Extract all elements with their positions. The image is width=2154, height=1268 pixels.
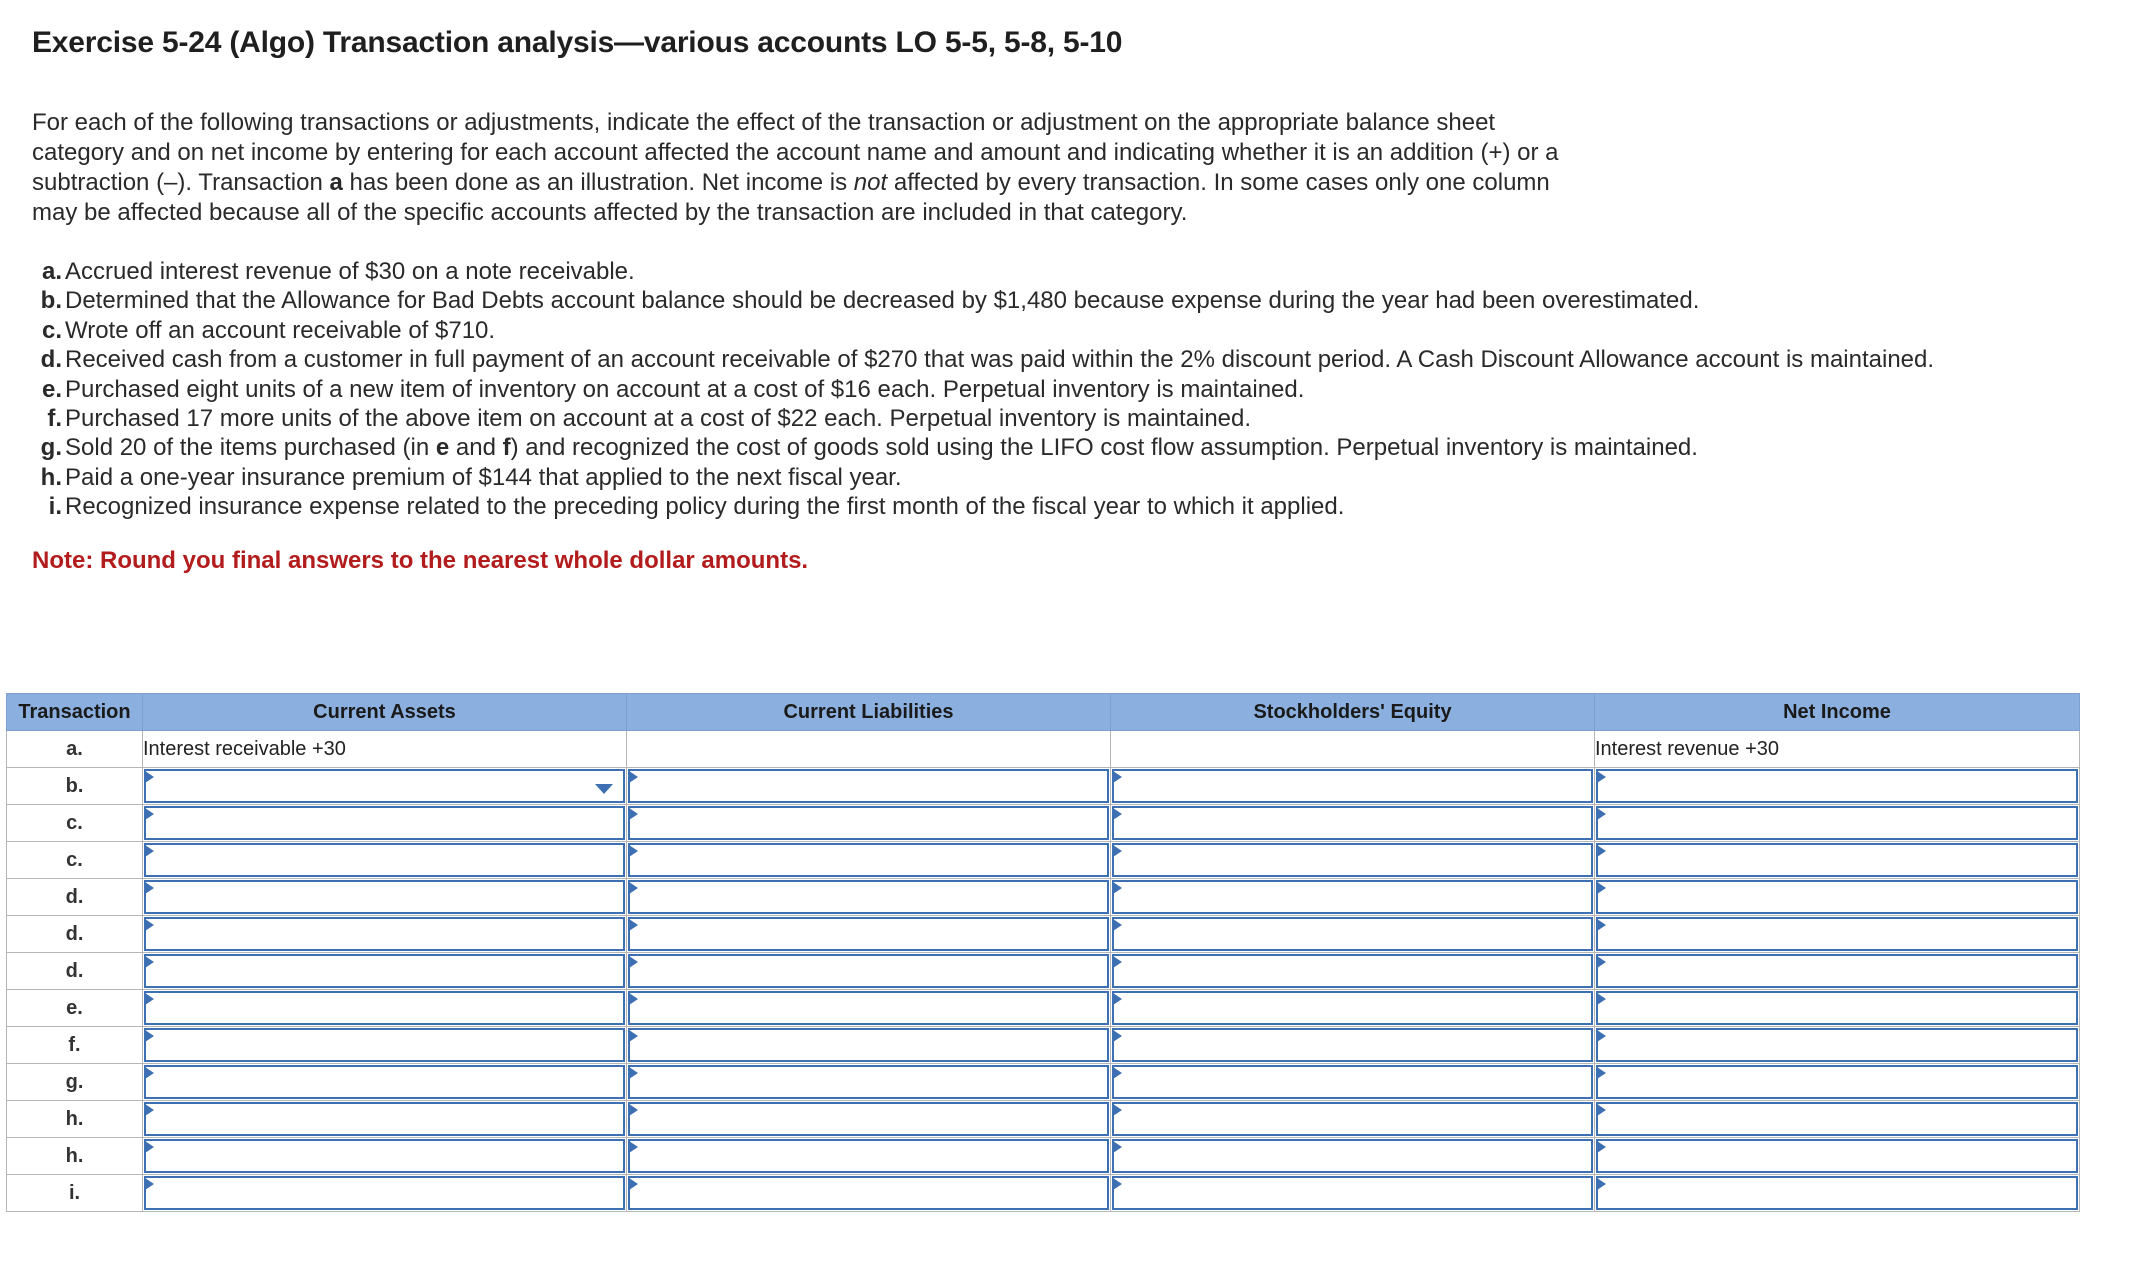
instructions-text-2: has been done as an illustration. Net income is	[342, 169, 854, 196]
transaction-label: a.	[7, 731, 143, 768]
stockholders-equity-cell	[1111, 879, 1595, 916]
stockholders-equity-cell	[1111, 1101, 1595, 1138]
current-liabilities-dropdown[interactable]	[628, 806, 1109, 840]
field-marker-icon	[1113, 1067, 1122, 1079]
table-row	[7, 1027, 2080, 1064]
net-income-dropdown[interactable]	[1596, 806, 2078, 840]
page-title: Exercise 5-24 (Algo) Transaction analysis—various accounts LO 5-5, 5-8, 5-10	[32, 26, 1123, 59]
table-row	[7, 1175, 2080, 1212]
stockholders-equity-cell	[1111, 805, 1595, 842]
field-marker-icon	[629, 845, 638, 857]
field-marker-icon	[1597, 845, 1606, 857]
table-row	[7, 842, 2080, 879]
example-stockholders-equity	[1111, 731, 1595, 768]
exercise-page	[32, 20, 2122, 576]
field-marker-icon	[1597, 1030, 1606, 1042]
current-liabilities-dropdown[interactable]	[628, 917, 1109, 951]
net-income-cell	[1595, 805, 2080, 842]
current-assets-dropdown[interactable]	[144, 806, 625, 840]
example-current-liabilities	[627, 731, 1111, 768]
stockholders-equity-cell	[1111, 990, 1595, 1027]
current-assets-dropdown[interactable]	[144, 843, 625, 877]
list-item: d. Received cash from a customer in full payment of an account receivable of $270 that was paid within the 2% discount period. A Cash Discount Allowance account is maintained.	[40, 346, 1935, 374]
list-item: e. Purchased eight units of a new item of inventory on account at a cost of $16 each. Perpetual inventory is maintained.	[41, 375, 1305, 403]
current-liabilities-dropdown[interactable]	[628, 954, 1109, 988]
current-assets-cell	[143, 768, 627, 805]
transaction-label: h.	[7, 1101, 143, 1138]
current-assets-dropdown[interactable]	[144, 954, 625, 988]
instructions-text-1: For each of the following transactions or adjustments, indicate the effect of the transaction or adjustment on the appropriate balance sheet category and on net income by entering for each account affected the account name and amount and indicating whether it is an addition (+) or a subtraction (–). Transaction	[32, 109, 1559, 196]
current-liabilities-dropdown[interactable]	[628, 769, 1109, 803]
field-marker-icon	[145, 993, 154, 1005]
transaction-label: f.	[7, 1027, 143, 1064]
stockholders-equity-dropdown[interactable]	[1112, 806, 1593, 840]
current-liabilities-cell	[627, 1064, 1111, 1101]
field-marker-icon	[1113, 882, 1122, 894]
current-liabilities-dropdown[interactable]	[628, 1065, 1109, 1099]
current-liabilities-cell	[627, 990, 1111, 1027]
current-liabilities-cell	[627, 1175, 1111, 1212]
current-assets-cell	[143, 1027, 627, 1064]
current-assets-dropdown[interactable]	[144, 1102, 625, 1136]
stockholders-equity-dropdown[interactable]	[1112, 1176, 1593, 1210]
current-liabilities-cell	[627, 953, 1111, 990]
field-marker-icon	[1113, 808, 1122, 820]
net-income-dropdown[interactable]	[1596, 1139, 2078, 1173]
stockholders-equity-cell	[1111, 916, 1595, 953]
stockholders-equity-cell	[1111, 1027, 1595, 1064]
current-liabilities-cell	[627, 805, 1111, 842]
field-marker-icon	[629, 956, 638, 968]
table-row	[7, 990, 2080, 1027]
net-income-dropdown[interactable]	[1596, 769, 2078, 803]
current-liabilities-dropdown[interactable]	[628, 1139, 1109, 1173]
field-marker-icon	[145, 956, 154, 968]
current-liabilities-cell	[627, 1101, 1111, 1138]
net-income-cell	[1595, 1101, 2080, 1138]
current-assets-dropdown[interactable]	[144, 769, 625, 803]
field-marker-icon	[1113, 1178, 1122, 1190]
net-income-cell	[1595, 990, 2080, 1027]
example-current-assets: Interest receivable +30	[143, 731, 627, 768]
field-marker-icon	[145, 882, 154, 894]
instructions-italic-not: not	[853, 169, 888, 196]
current-assets-cell	[143, 1064, 627, 1101]
current-assets-dropdown[interactable]	[144, 1139, 625, 1173]
field-marker-icon	[1597, 993, 1606, 1005]
net-income-dropdown[interactable]	[1596, 991, 2078, 1025]
current-liabilities-cell	[627, 768, 1111, 805]
field-marker-icon	[629, 1030, 638, 1042]
transaction-label: g.	[7, 1064, 143, 1101]
table-row	[7, 916, 2080, 953]
table-row	[7, 1138, 2080, 1175]
instructions-text-3: affected by every transaction. In some cases only one column may be affected because all of the specific accounts affected by the transaction are included in that category.	[32, 169, 1550, 226]
stockholders-equity-cell	[1111, 768, 1595, 805]
net-income-dropdown[interactable]	[1596, 1065, 2078, 1099]
field-marker-icon	[1597, 882, 1606, 894]
field-marker-icon	[629, 1067, 638, 1079]
list-item: h. Paid a one-year insurance premium of $144 that applied to the next fiscal year.	[40, 463, 902, 491]
rounding-note: Note: Round you final answers to the nearest whole dollar amounts.	[32, 546, 809, 574]
current-assets-dropdown[interactable]	[144, 1028, 625, 1062]
field-marker-icon	[145, 1030, 154, 1042]
transaction-label: b.	[7, 768, 143, 805]
field-marker-icon	[145, 1141, 154, 1153]
current-assets-dropdown[interactable]	[144, 1065, 625, 1099]
field-marker-icon	[1113, 845, 1122, 857]
current-liabilities-cell	[627, 842, 1111, 879]
list-item: f. Purchased 17 more units of the above item on account at a cost of $22 each. Perpetual inventory is maintained.	[47, 405, 1252, 433]
field-marker-icon	[145, 808, 154, 820]
current-assets-dropdown[interactable]	[144, 1176, 625, 1210]
net-income-cell	[1595, 1138, 2080, 1175]
transaction-label: d.	[7, 916, 143, 953]
net-income-cell	[1595, 1027, 2080, 1064]
current-assets-cell	[143, 842, 627, 879]
transaction-label: e.	[7, 990, 143, 1027]
net-income-dropdown[interactable]	[1596, 954, 2078, 988]
table-row-example	[7, 731, 2080, 768]
list-item: i. Recognized insurance expense related to the preceding policy during the first month of the fiscal year to which it applied.	[48, 493, 1345, 521]
transaction-list	[32, 257, 2122, 522]
table-row	[7, 768, 2080, 805]
net-income-dropdown[interactable]	[1596, 1028, 2078, 1062]
net-income-cell	[1595, 1064, 2080, 1101]
field-marker-icon	[145, 1067, 154, 1079]
field-marker-icon	[1597, 1141, 1606, 1153]
field-marker-icon	[1597, 919, 1606, 931]
stockholders-equity-dropdown[interactable]	[1112, 1139, 1593, 1173]
list-item: g. Sold 20 of the items purchased (in e and f) and recognized the cost of goods sold using the LIFO cost flow assumption. Perpetual inventory is maintained.	[40, 434, 1698, 462]
net-income-dropdown[interactable]	[1596, 1176, 2078, 1210]
current-assets-cell	[143, 1175, 627, 1212]
field-marker-icon	[1113, 1030, 1122, 1042]
table-row	[7, 879, 2080, 916]
current-liabilities-cell	[627, 916, 1111, 953]
field-marker-icon	[145, 1178, 154, 1190]
stockholders-equity-dropdown[interactable]	[1112, 843, 1593, 877]
net-income-cell	[1595, 916, 2080, 953]
field-marker-icon	[1113, 1141, 1122, 1153]
current-assets-cell	[143, 1138, 627, 1175]
stockholders-equity-dropdown[interactable]	[1112, 1028, 1593, 1062]
transaction-label: d.	[7, 953, 143, 990]
table-row	[7, 1064, 2080, 1101]
net-income-dropdown[interactable]	[1596, 1102, 2078, 1136]
current-assets-dropdown[interactable]	[144, 917, 625, 951]
field-marker-icon	[145, 919, 154, 931]
stockholders-equity-dropdown[interactable]	[1112, 1102, 1593, 1136]
current-assets-cell	[143, 990, 627, 1027]
field-marker-icon	[629, 882, 638, 894]
instructions-bold-a: a	[329, 169, 343, 196]
net-income-cell	[1595, 842, 2080, 879]
current-liabilities-cell	[627, 1027, 1111, 1064]
field-marker-icon	[1113, 1104, 1122, 1116]
stockholders-equity-dropdown[interactable]	[1112, 917, 1593, 951]
current-liabilities-dropdown[interactable]	[628, 880, 1109, 914]
list-item: b. Determined that the Allowance for Bad Debts account balance should be decreased by $1,480 because expense during the year had been overestimated.	[40, 287, 1700, 315]
example-net-income: Interest revenue +30	[1595, 731, 2080, 768]
instructions	[32, 108, 1592, 228]
header-net-income: Net Income	[1595, 694, 2080, 731]
stockholders-equity-dropdown[interactable]	[1112, 880, 1593, 914]
current-liabilities-cell	[627, 1138, 1111, 1175]
field-marker-icon	[629, 1104, 638, 1116]
table-row	[7, 1101, 2080, 1138]
stockholders-equity-dropdown[interactable]	[1112, 1065, 1593, 1099]
field-marker-icon	[1597, 808, 1606, 820]
table-row	[7, 805, 2080, 842]
answer-table	[6, 693, 2080, 1212]
stockholders-equity-cell	[1111, 842, 1595, 879]
net-income-cell	[1595, 1175, 2080, 1212]
stockholders-equity-dropdown[interactable]	[1112, 991, 1593, 1025]
header-transaction: Transaction	[7, 694, 143, 731]
field-marker-icon	[629, 1141, 638, 1153]
field-marker-icon	[1597, 1178, 1606, 1190]
field-marker-icon	[1113, 919, 1122, 931]
stockholders-equity-dropdown[interactable]	[1112, 954, 1593, 988]
net-income-dropdown[interactable]	[1596, 843, 2078, 877]
list-item: c. Wrote off an account receivable of $710.	[41, 316, 496, 344]
field-marker-icon	[145, 845, 154, 857]
header-stockholders-equity: Stockholders' Equity	[1111, 694, 1595, 731]
net-income-dropdown[interactable]	[1596, 917, 2078, 951]
field-marker-icon	[629, 993, 638, 1005]
net-income-cell	[1595, 953, 2080, 990]
field-marker-icon	[1597, 1104, 1606, 1116]
header-current-assets: Current Assets	[143, 694, 627, 731]
stockholders-equity-cell	[1111, 1175, 1595, 1212]
table-header-row	[7, 694, 2080, 731]
current-liabilities-dropdown[interactable]	[628, 1028, 1109, 1062]
current-liabilities-dropdown[interactable]	[628, 843, 1109, 877]
current-assets-cell	[143, 879, 627, 916]
current-assets-cell	[143, 1101, 627, 1138]
header-current-liabilities: Current Liabilities	[627, 694, 1111, 731]
stockholders-equity-dropdown[interactable]	[1112, 769, 1593, 803]
field-marker-icon	[145, 1104, 154, 1116]
field-marker-icon	[1597, 1067, 1606, 1079]
field-marker-icon	[629, 1178, 638, 1190]
table-row	[7, 953, 2080, 990]
transaction-label: d.	[7, 879, 143, 916]
current-assets-dropdown[interactable]	[144, 880, 625, 914]
current-assets-cell	[143, 805, 627, 842]
transaction-label: c.	[7, 805, 143, 842]
net-income-cell	[1595, 768, 2080, 805]
field-marker-icon	[629, 771, 638, 783]
transaction-label: i.	[7, 1175, 143, 1212]
stockholders-equity-cell	[1111, 953, 1595, 990]
current-assets-cell	[143, 916, 627, 953]
current-assets-dropdown[interactable]	[144, 991, 625, 1025]
field-marker-icon	[1597, 771, 1606, 783]
field-marker-icon	[1113, 993, 1122, 1005]
field-marker-icon	[1113, 771, 1122, 783]
net-income-cell	[1595, 879, 2080, 916]
dropdown-arrow-icon[interactable]	[595, 784, 613, 794]
list-item: a. Accrued interest revenue of $30 on a note receivable.	[41, 258, 635, 285]
current-liabilities-dropdown[interactable]	[628, 1102, 1109, 1136]
field-marker-icon	[1597, 956, 1606, 968]
transaction-label: c.	[7, 842, 143, 879]
current-liabilities-dropdown[interactable]	[628, 991, 1109, 1025]
field-marker-icon	[145, 771, 154, 783]
stockholders-equity-cell	[1111, 1138, 1595, 1175]
field-marker-icon	[629, 919, 638, 931]
net-income-dropdown[interactable]	[1596, 880, 2078, 914]
current-liabilities-cell	[627, 879, 1111, 916]
transaction-label: h.	[7, 1138, 143, 1175]
current-assets-cell	[143, 953, 627, 990]
current-liabilities-dropdown[interactable]	[628, 1176, 1109, 1210]
stockholders-equity-cell	[1111, 1064, 1595, 1101]
field-marker-icon	[629, 808, 638, 820]
field-marker-icon	[1113, 956, 1122, 968]
